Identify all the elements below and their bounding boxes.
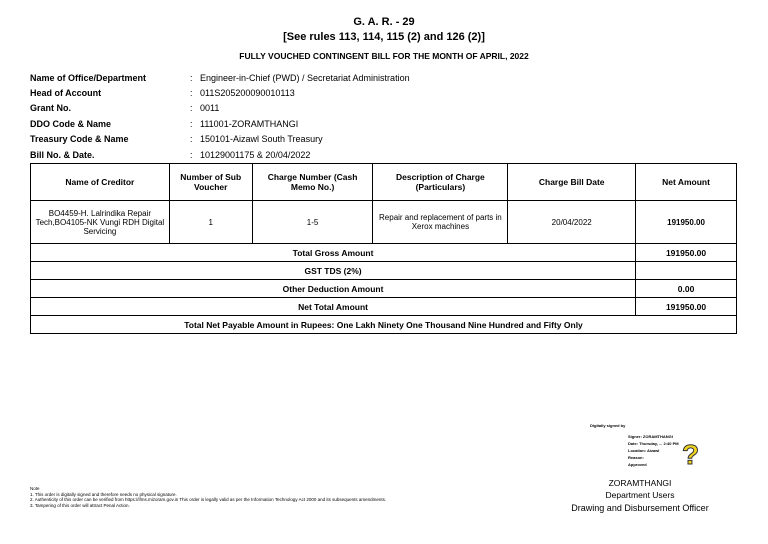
meta-row-treasury: Treasury Code & Name : 150101-Aizawl South Treasury	[30, 134, 323, 145]
total-value: 191950.00	[636, 298, 737, 316]
total-label: GST TDS (2%)	[31, 262, 636, 280]
signature-caption: Digitally signed by	[590, 423, 626, 428]
description-cell: Repair and replacement of parts in Xerox machines	[373, 201, 508, 244]
meta-label: DDO Code & Name	[30, 118, 112, 129]
total-value: 191950.00	[636, 244, 737, 262]
meta-label: Treasury Code & Name	[30, 134, 129, 145]
column-header: Number of Sub Voucher	[169, 164, 252, 201]
bill-table	[30, 163, 737, 334]
meta-row-office: Name of Office/Department : Engineer-in-Chief (PWD) / Secretariat Administration	[30, 72, 410, 83]
total-label: Net Total Amount	[31, 298, 636, 316]
amount-in-words-row	[31, 316, 737, 334]
meta-row-bill: Bill No. & Date. : 10129001175 & 20/04/2022	[30, 149, 311, 160]
total-row	[31, 298, 737, 316]
total-row	[31, 244, 737, 262]
meta-label: Grant No.	[30, 103, 72, 114]
column-header: Description of Charge (Particulars)	[373, 164, 508, 201]
bill-title: FULLY VOUCHED CONTINGENT BILL FOR THE MONTH OF APRIL, 2022	[239, 51, 529, 61]
signature-validity-icon: ?	[682, 439, 700, 470]
total-value: 0.00	[636, 280, 737, 298]
note-line: 1. This order is digitally signed and therefore needs no physical signature.	[30, 491, 177, 497]
total-value	[636, 262, 737, 280]
sub-voucher-cell: 1	[169, 201, 252, 244]
signatory-department: Department Users	[605, 490, 675, 500]
meta-label: Name of Office/Department	[30, 72, 147, 83]
note-line: 3. Tampering of this order will attract Penal Action.	[30, 502, 130, 508]
amount-in-words: Total Net Payable Amount in Rupees: One Lakh Ninety One Thousand Nine Hundred and Fifty Only	[31, 316, 737, 334]
creditor-cell: BO4459-H. Lalrindika Repair Tech,BO4105-NK Vungi RDH Digital Servicing	[31, 201, 170, 244]
meta-value: 0011	[200, 103, 220, 114]
signature-date: Date: Thursday, ... 2:40 PM	[628, 441, 679, 446]
form-number: G. A. R. - 29	[353, 16, 415, 28]
note-title: Note	[30, 486, 40, 491]
meta-value: 111001-ZORAMTHANGI	[200, 118, 299, 129]
total-row	[31, 262, 737, 280]
meta-row-ddo: DDO Code & Name : 111001-ZORAMTHANGI	[30, 118, 299, 129]
signature-approved: Approved	[628, 462, 647, 467]
digital-signature-stamp	[588, 420, 758, 480]
column-header: Charge Number (Cash Memo No.)	[252, 164, 373, 201]
date-cell: 20/04/2022	[508, 201, 636, 244]
column-header: Charge Bill Date	[508, 164, 636, 201]
meta-row-grant: Grant No. : 0011	[30, 103, 220, 114]
footer-note	[30, 486, 386, 508]
meta-value: Engineer-in-Chief (PWD) / Secretariat Administration	[200, 72, 410, 83]
rules-reference: [See rules 113, 114, 115 (2) and 126 (2)]	[283, 31, 485, 43]
signatory-name: ZORAMTHANGI	[608, 478, 672, 488]
meta-label: Bill No. & Date.	[30, 149, 95, 160]
note-line: 2. Authenticity of this order can be verified from https://ifms.mizoram.gov.in This order is legally valid as per the Information Technology Act 2000 and its subsequents amendments.	[30, 497, 387, 502]
meta-value: 10129001175 & 20/04/2022	[200, 149, 311, 160]
meta-value: 150101-Aizawl South Treasury	[200, 134, 323, 145]
total-label: Total Gross Amount	[31, 244, 636, 262]
amount-cell: 191950.00	[636, 201, 737, 244]
column-header: Net Amount	[636, 164, 737, 201]
table-header-row	[31, 164, 737, 201]
charge-number-cell: 1-5	[252, 201, 373, 244]
table-row	[31, 201, 737, 244]
meta-row-head-of-account: Head of Account : 011S205200090010113	[30, 88, 295, 99]
meta-value: 011S205200090010113	[200, 88, 295, 99]
signatory-designation: Drawing and Disbursement Officer	[571, 503, 709, 513]
meta-label: Head of Account	[30, 88, 102, 99]
signature-location: Location: Aizawl	[628, 448, 660, 453]
signature-reason: Reason:	[628, 455, 644, 460]
signature-signer: Signer: ZORAMTHANGI	[628, 434, 673, 439]
bill-meta	[30, 70, 410, 162]
total-label: Other Deduction Amount	[31, 280, 636, 298]
column-header: Name of Creditor	[31, 164, 170, 201]
total-row	[31, 280, 737, 298]
